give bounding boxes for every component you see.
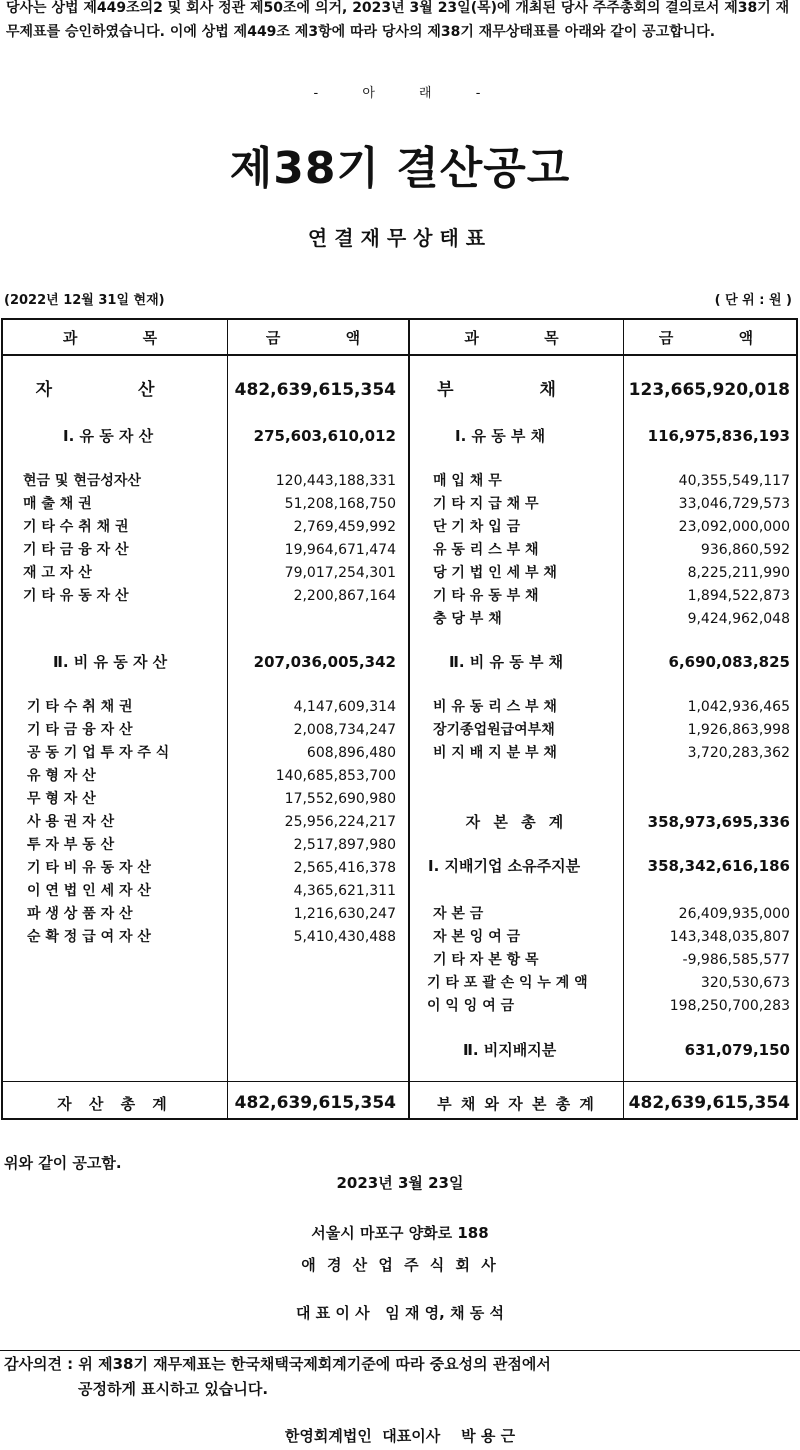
list-item-value: 1,042,936,465 bbox=[687, 699, 790, 715]
list-item-value: 79,017,254,301 bbox=[284, 565, 396, 581]
list-item-value: 140,685,853,700 bbox=[275, 768, 396, 784]
list-item-value: 9,424,962,048 bbox=[687, 611, 790, 627]
list-item-value: 320,530,673 bbox=[700, 975, 790, 991]
statement-subtitle: 연결재무상태표 bbox=[307, 226, 493, 250]
auditor-name: 한영회계법인 대표이사 박 용 근 bbox=[284, 1427, 516, 1445]
list-item-value: 51,208,168,750 bbox=[284, 496, 396, 512]
parent-equity-value: 358,342,616,186 bbox=[647, 857, 790, 875]
assets-grand-total-label: 자 산 총 계 bbox=[57, 1095, 173, 1113]
notice-heading: - 아 래 - bbox=[313, 86, 487, 101]
current-liabilities-label: Ⅰ. 유 동 부 채 bbox=[455, 427, 546, 445]
list-item: 비 지 배 지 분 부 채 bbox=[433, 745, 557, 761]
list-item: 기 타 수 취 채 권 bbox=[27, 699, 133, 715]
equity-total-value: 358,973,695,336 bbox=[647, 813, 790, 831]
list-item-value: 936,860,592 bbox=[700, 542, 790, 558]
list-item: 장기종업원급여부채 bbox=[433, 722, 555, 738]
list-item-value: 2,769,459,992 bbox=[293, 519, 396, 535]
page-title: 제38기 결산공고 bbox=[229, 143, 571, 194]
header-divider bbox=[3, 354, 796, 356]
list-item-value: 3,720,283,362 bbox=[687, 745, 790, 761]
list-item: 현금 및 현금성자산 bbox=[23, 473, 141, 489]
list-item-value: -9,986,585,577 bbox=[682, 952, 790, 968]
nci-label: Ⅱ. 비지배지분 bbox=[463, 1041, 557, 1059]
as-of-date: (2022년 12월 31일 현재) bbox=[4, 293, 165, 308]
liabilities-total-label: 부 채 bbox=[437, 380, 596, 400]
list-item: 자 본 잉 여 금 bbox=[433, 929, 521, 945]
list-item: 충 당 부 채 bbox=[433, 611, 502, 627]
header-item-left: 과 목 bbox=[62, 329, 168, 347]
header-amount-right: 금 액 bbox=[658, 329, 764, 347]
list-item: 당 기 법 인 세 부 채 bbox=[433, 565, 557, 581]
list-item-value: 26,409,935,000 bbox=[678, 906, 790, 922]
list-item: 기 타 금 융 자 산 bbox=[27, 722, 133, 738]
list-item: 파 생 상 품 자 산 bbox=[27, 906, 133, 922]
list-item-value: 8,225,211,990 bbox=[687, 565, 790, 581]
list-item-value: 143,348,035,807 bbox=[669, 929, 790, 945]
nci-value: 631,079,150 bbox=[684, 1041, 790, 1059]
company-name: 애 경 산 업 주 식 회 사 bbox=[301, 1256, 499, 1274]
list-item: 순 확 정 급 여 자 산 bbox=[27, 929, 151, 945]
assets-total-label: 자 산 bbox=[35, 380, 195, 400]
parent-equity-label: Ⅰ. 지배기업 소유주지분 bbox=[428, 857, 581, 875]
list-item: 단 기 차 입 금 bbox=[433, 519, 521, 535]
list-item: 매 출 채 권 bbox=[23, 496, 92, 512]
list-item-value: 198,250,700,283 bbox=[669, 998, 790, 1014]
list-item-value: 1,216,630,247 bbox=[293, 906, 396, 922]
noncurrent-assets-label: Ⅱ. 비 유 동 자 산 bbox=[53, 653, 168, 671]
list-item-value: 608,896,480 bbox=[306, 745, 396, 761]
noncurrent-assets-value: 207,036,005,342 bbox=[253, 653, 396, 671]
list-item: 기 타 유 동 자 산 bbox=[23, 588, 129, 604]
list-item-value: 1,894,522,873 bbox=[687, 588, 790, 604]
liabilities-total-value: 123,665,920,018 bbox=[628, 380, 790, 400]
list-item-value: 23,092,000,000 bbox=[678, 519, 790, 535]
list-item-value: 2,517,897,980 bbox=[293, 837, 396, 853]
total-divider bbox=[3, 1081, 796, 1082]
list-item: 사 용 권 자 산 bbox=[27, 814, 115, 830]
list-item: 이 익 잉 여 금 bbox=[427, 998, 515, 1014]
divider bbox=[0, 1350, 800, 1351]
liabilities-equity-total-label: 부 채 와 자 본 총 계 bbox=[437, 1095, 596, 1113]
list-item: 기 타 유 동 부 채 bbox=[433, 588, 539, 604]
noncurrent-liabilities-label: Ⅱ. 비 유 동 부 채 bbox=[449, 653, 564, 671]
assets-total-value: 482,639,615,354 bbox=[234, 380, 396, 400]
list-item: 투 자 부 동 산 bbox=[27, 837, 115, 853]
list-item: 기 타 금 융 자 산 bbox=[23, 542, 129, 558]
column-divider bbox=[408, 320, 410, 1118]
list-item: 유 형 자 산 bbox=[27, 768, 96, 784]
company-address: 서울시 마포구 양화로 188 bbox=[311, 1224, 489, 1242]
currency-unit: ( 단 위 : 원 ) bbox=[714, 293, 792, 308]
equity-total-label: 자 본 총 계 bbox=[465, 813, 568, 831]
list-item-value: 33,046,729,573 bbox=[678, 496, 790, 512]
list-item-value: 2,008,734,247 bbox=[293, 722, 396, 738]
list-item-value: 17,552,690,980 bbox=[284, 791, 396, 807]
audit-opinion-line-2: 공정하게 표시하고 있습니다. bbox=[78, 1380, 269, 1398]
list-item-value: 5,410,430,488 bbox=[293, 929, 396, 945]
current-liabilities-value: 116,975,836,193 bbox=[647, 427, 790, 445]
list-item: 무 형 자 산 bbox=[27, 791, 96, 807]
header-item-right: 과 목 bbox=[464, 329, 569, 347]
audit-opinion-line-1: 감사의견 : 위 제38기 재무제표는 한국채택국제회계기준에 따라 중요성의 관점에서 bbox=[4, 1355, 551, 1373]
list-item: 매 입 채 무 bbox=[433, 473, 502, 489]
intro-paragraph: 당사는 상법 제449조의2 및 회사 정관 제50조에 의거, 2023년 3월 23일(목)에 개최된 당사 주주총회의 결의로서 제38기 재무제표를 승인하였습니다. 이에 상법 제449조 제3항에 따라 당사의 제38기 재무상태표를 아래와 같이 공고합니다. bbox=[6, 0, 790, 40]
list-item-value: 40,355,549,117 bbox=[678, 473, 790, 489]
noncurrent-liabilities-value: 6,690,083,825 bbox=[668, 653, 790, 671]
closing-statement: 위와 같이 공고함. bbox=[4, 1154, 122, 1172]
list-item-value: 4,147,609,314 bbox=[293, 699, 396, 715]
list-item: 유 동 리 스 부 채 bbox=[433, 542, 539, 558]
assets-grand-total-value: 482,639,615,354 bbox=[234, 1093, 396, 1113]
list-item-value: 2,200,867,164 bbox=[293, 588, 396, 604]
list-item-value: 4,365,621,311 bbox=[293, 883, 396, 899]
list-item: 비 유 동 리 스 부 채 bbox=[433, 699, 557, 715]
current-assets-label: Ⅰ. 유 동 자 산 bbox=[63, 427, 154, 445]
list-item-value: 25,956,224,217 bbox=[284, 814, 396, 830]
list-item: 기 타 지 급 채 무 bbox=[433, 496, 539, 512]
current-assets-value: 275,603,610,012 bbox=[253, 427, 396, 445]
header-amount-left: 금 액 bbox=[265, 329, 371, 347]
liabilities-equity-total-value: 482,639,615,354 bbox=[628, 1093, 790, 1113]
list-item: 자 본 금 bbox=[433, 906, 484, 922]
list-item: 기 타 포 괄 손 익 누 계 액 bbox=[427, 975, 588, 991]
list-item-value: 120,443,188,331 bbox=[275, 473, 396, 489]
list-item-value: 2,565,416,378 bbox=[293, 860, 396, 876]
list-item: 기 타 수 취 채 권 bbox=[23, 519, 129, 535]
list-item-value: 1,926,863,998 bbox=[687, 722, 790, 738]
announcement-date: 2023년 3월 23일 bbox=[336, 1174, 464, 1192]
balance-sheet-table bbox=[1, 318, 798, 1120]
list-item-value: 19,964,671,474 bbox=[284, 542, 396, 558]
list-item: 기 타 자 본 항 목 bbox=[433, 952, 539, 968]
ceo-names: 대 표 이 사 임 재 영, 채 동 석 bbox=[295, 1304, 505, 1322]
list-item: 이 연 법 인 세 자 산 bbox=[27, 883, 151, 899]
list-item: 재 고 자 산 bbox=[23, 565, 92, 581]
list-item: 기 타 비 유 동 자 산 bbox=[27, 860, 151, 876]
list-item: 공 동 기 업 투 자 주 식 bbox=[27, 745, 170, 761]
